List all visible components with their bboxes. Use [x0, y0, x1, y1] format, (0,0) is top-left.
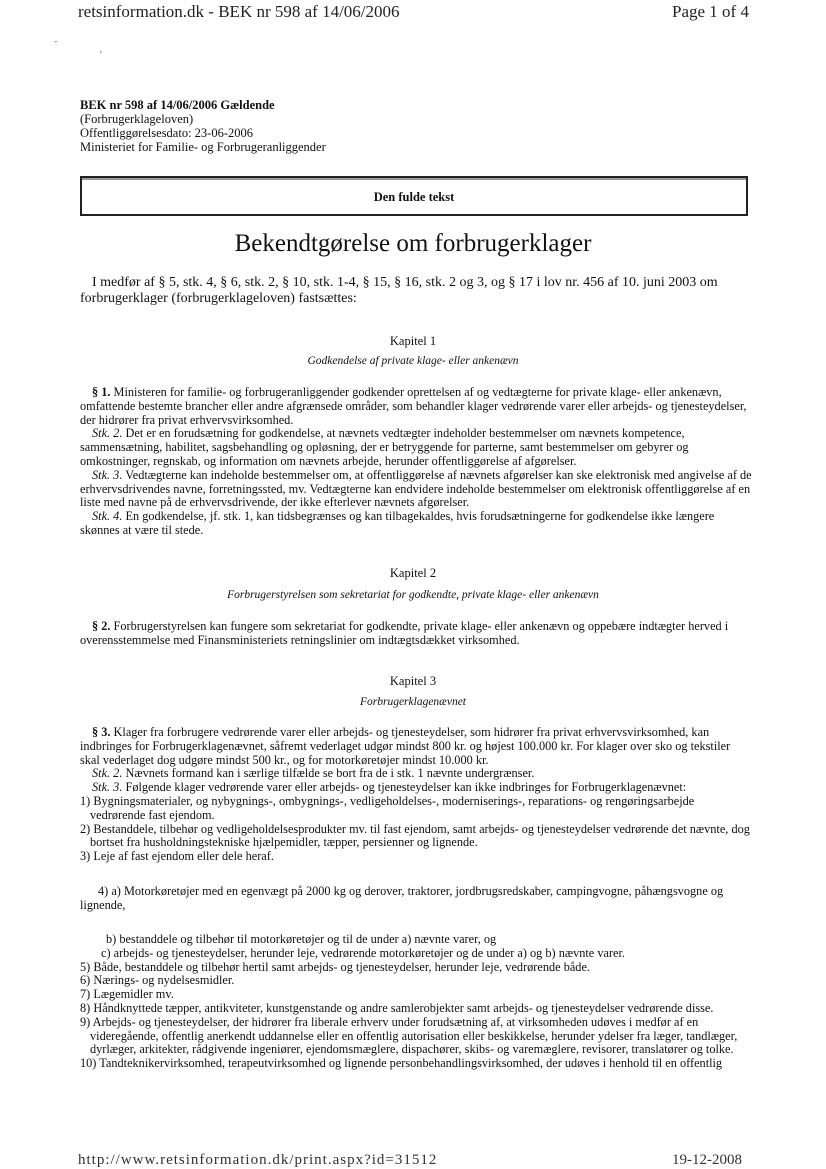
list-item: 2) Bestanddele, tilbehør og vedligeholdelsesprodukter mv. til fast ejendom, samt arbejds- og tjenesteydelser vedrørende det nævnte, dog bortset fra husholdningstekniske hjælpemidler, tæpper, persienner og lignende. — [80, 821, 750, 850]
chapter-2-subtitle: Forbrugerstyrelsen som sekretariat for godkendte, private klage- eller ankenævn — [227, 589, 599, 601]
paragraph-1 — [80, 386, 752, 427]
list-item: 1) Bygningsmaterialer, og nybygnings-, ombygnings-, vedligeholdelses-, moderniserings-, reparations- og rengøringsarbejde vedrørende fast ejendom. — [80, 793, 695, 822]
ministry: Ministeriet for Familie- og Forbrugeranliggender — [80, 140, 326, 154]
paragraph-1-stk-2 — [80, 427, 752, 468]
section-text: Ministeren for familie- og forbrugeranliggender godkender oprettelsen af og vedtægterne for private klage- eller ankenævn, omfattende bestemte brancher eller andre afgrænsede områder, som behandler klager vedrørende varer eller arbejds- og tjenesteydelser, der hidrører fra privat erhvervsvirksomhed. — [80, 385, 747, 427]
full-text-tab[interactable] — [80, 176, 748, 216]
print-header-source: retsinformation.dk - BEK nr 598 af 14/06/2006 — [78, 2, 400, 21]
stk-label: Stk. 2. — [92, 426, 123, 441]
stk-label: Stk. 2. — [92, 766, 123, 781]
list-item: 6) Nærings- og nydelsesmidler. — [80, 973, 235, 988]
stk-text: Følgende klager vedrørende varer eller arbejds- og tjenesteydelser kan ikke indbringes for Forbrugerklagenævnet: — [125, 780, 687, 795]
list-item: 7) Lægemidler mv. — [80, 987, 174, 1002]
chapter-3-subtitle: Forbrugerklagenævnet — [359, 696, 467, 708]
paragraph-1-stk-4 — [80, 510, 752, 538]
preamble — [80, 275, 740, 307]
paragraph-3-stk-3 — [80, 781, 752, 795]
list-item: 10) Tandteknikervirksomhed, terapeutvirksomhed og lignende personbehandlingsvirksomhed, der udøves i henhold til en offentlig — [80, 1056, 723, 1071]
page-title: Bekendtgørelse om forbrugerklager — [234, 230, 592, 257]
document-short-title: (Forbrugerklageloven) — [80, 112, 194, 126]
list-item: 5) Både, bestanddele og tilbehør hertil samt arbejds- og tjenesteydelser, herunder leje, vedrørende både. — [80, 959, 590, 974]
list-item-4c: c) arbejds- og tjenesteydelser, herunder leje, vedrørende motorkøretøjer og de under a) og b) nævnte varer. — [101, 945, 625, 960]
chapter-2-heading: Kapitel 2 — [389, 566, 437, 580]
stk-text: Det er en forudsætning for godkendelse, at nævnets vedtægter indeholder bestemmelser om nævnets kompetence, sammensætning, habilitet, sagsbehandling og opløsning, der er betryggende for parterne, samt bestemmelser om gebyrer og omkostninger, regnskab, og information om nævnets arbejde, herunder offentliggørelse af afgørelser. — [80, 426, 689, 468]
section-number: § 1. — [92, 385, 111, 399]
print-footer-date: 19-12-2008 — [672, 1152, 742, 1168]
chapter-3-heading: Kapitel 3 — [389, 674, 437, 688]
stk-label: Stk. 3. — [92, 467, 123, 482]
list-item-4a: 4) a) Motorkøretøjer med en egenvægt på 2000 kg og derover, traktorer, jordbrugsredskaber, campingvogne, påhængsvogne og lignende, — [80, 884, 724, 912]
preamble-text: I medfør af § 5, stk. 4, § 6, stk. 2, § 10, stk. 1-4, § 15, § 16, stk. 2 og 3, og § 17 i lov nr. 456 af 10. juni 2003 om forbrugerklager (forbrugerklageloven) fastsættes: — [80, 275, 718, 306]
document-meta — [80, 98, 326, 154]
chapter-1-body — [80, 386, 752, 538]
paragraph-2 — [80, 620, 752, 648]
paragraph-3 — [80, 726, 752, 767]
chapter-2-body — [80, 620, 752, 648]
list-item: 9) Arbejds- og tjenesteydelser, der hidrører fra liberale erhverv under forudsætning af, at virksomheden udøves i medfør af en videregående, offentlig anerkendt uddannelse eller en offentlig autorisation eller beskikkelse, herunder ydelser fra læger, tandlæger, dyrlæger, arkitekter, rådgivende ingeniører, ejendomsmæglere, dispachører, skibs- og varemæglere, revisorer, translatører og tolke. — [80, 1014, 738, 1057]
scan-speck: ˜ — [54, 40, 58, 51]
paragraph-3-stk-2 — [80, 767, 752, 781]
list-continued — [80, 933, 752, 1071]
section-number: § 3. — [92, 725, 111, 739]
paragraph-1-stk-3 — [80, 469, 752, 510]
print-header-page: Page 1 of 4 — [672, 2, 749, 21]
list-item-4 — [80, 885, 752, 913]
section-number: § 2. — [92, 619, 111, 633]
stk-label: Stk. 4. — [92, 509, 123, 524]
list-item: 3) Leje af fast ejendom eller dele heraf. — [80, 849, 274, 864]
list-item-4b: b) bestanddele og tilbehør til motorkøretøjer og til de under a) nævnte varer, og — [106, 932, 497, 946]
chapter-1-subtitle: Godkendelse af private klage- eller ankenævn — [307, 355, 519, 367]
scan-speck: ' — [100, 50, 102, 61]
stk-text: Nævnets formand kan i særlige tilfælde se bort fra de i stk. 1 nævnte undergrænser. — [125, 766, 535, 781]
section-text: Klager fra forbrugere vedrørende varer eller arbejds- og tjenesteydelser, som hidrører fra privat erhvervsvirksomhed, kan indbringes for Forbrugerklagenævnet, såfremt vederlaget udgør mindst 800 kr. og højest 100.000 kr. For klager over sko og tekstiler skal vederlaget dog udgøre mindst 500 kr., og for motorkøretøjer mindst 10.000 kr. — [80, 725, 731, 767]
stk-label: Stk. 3. — [92, 780, 123, 795]
stk-text: En godkendelse, jf. stk. 1, kan tidsbegrænses og kan tilbagekaldes, hvis forudsætningerne for godkendelse ikke længere skønnes at være til stede. — [80, 509, 715, 537]
full-text-label: Den fulde tekst — [373, 190, 455, 204]
stk-text: Vedtægterne kan indeholde bestemmelser om, at offentliggørelse af nævnets afgørelser kan ske elektronisk med angivelse af de erhvervsdrivendes navne, forretningssted, mv. Vedtægterne kan endvidere indeholde bestemmelser om elektronisk offentliggørelse af en liste med navne på de erhvervsdrivende, der ikke efterlever nævnets afgørelser. — [80, 467, 752, 510]
print-footer-url: http://www.retsinformation.dk/print.aspx?id=31512 — [78, 1152, 438, 1168]
list-item: 8) Håndknyttede tæpper, antikviteter, kunstgenstande og andre samlerobjekter samt arbejds- og tjenesteydelser vedrørende disse. — [80, 1000, 714, 1015]
document-id: BEK nr 598 af 14/06/2006 Gældende — [80, 98, 275, 112]
chapter-3-body — [80, 726, 752, 864]
section-text: Forbrugerstyrelsen kan fungere som sekretariat for godkendte, private klage- eller ankenævn og oppebære indtægter herved i overensstemmelse med Finansministeriets retningslinier om indtægtsdækket virksomhed. — [80, 619, 729, 647]
chapter-1-heading: Kapitel 1 — [389, 334, 437, 348]
publication-date: Offentliggørelsesdato: 23-06-2006 — [80, 126, 253, 140]
